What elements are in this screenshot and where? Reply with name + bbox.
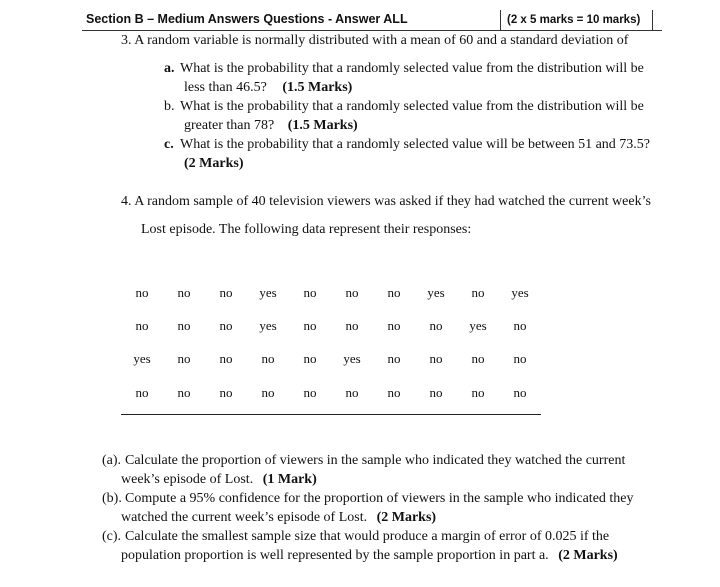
response-cell: no [177,351,191,366]
response-cell: no [303,351,317,366]
response-cell: yes [427,285,445,300]
response-cell: no [303,285,317,300]
q4b-text: watched the current week’s episode of Lost. [121,510,368,525]
q4b-line2 [121,510,436,526]
response-cell: no [219,285,233,300]
marks-allocation: (2 x 5 marks = 10 marks) [500,10,653,30]
q3c-label: c. [164,137,174,152]
response-cell: yes [511,285,529,300]
response-cell: no [513,385,527,400]
q3b-line1: What is the probability that a randomly selected value from the distribution will be [180,99,644,114]
q3b-marks: (1.5 Marks) [287,118,358,133]
response-cell: no [387,385,401,400]
response-cell: no [135,385,149,400]
q4c-line1: Calculate the smallest sample size that would produce a margin of error of 0.025 if the [125,529,610,544]
response-cell: no [471,385,485,400]
response-cell: no [219,385,233,400]
response-cell: no [429,385,443,400]
q4a-label: (a). [102,453,122,468]
q4a-line1: Calculate the proportion of viewers in the sample who indicated they watched the current [125,453,626,468]
q3a-line2 [184,80,352,96]
q3a-line1: What is the probability that a randomly selected value from the distribution will be [180,61,644,76]
response-cell: yes [259,285,277,300]
q4-line2: Lost episode. The following data represent their responses: [141,222,472,237]
response-cell: no [261,385,275,400]
q4c-marks: (2 Marks) [558,548,618,563]
response-cell: no [471,351,485,366]
q4a-marks: (1 Mark) [262,472,317,487]
section-title: Section B – Medium Answers Questions - Answer ALL [86,12,408,26]
response-cell: no [177,318,191,333]
response-cell: no [219,318,233,333]
response-cell: yes [133,351,151,366]
response-cell: no [513,318,527,333]
response-cell: no [345,285,359,300]
q3b-text: greater than 78? [184,118,275,133]
q4c-text: population proportion is well represented by the sample proportion in part a. [121,548,549,563]
response-cell: no [429,318,443,333]
q4c-label: (c). [102,529,122,544]
response-cell: no [177,285,191,300]
q3a-label: a. [164,61,175,76]
q4a-text: week’s episode of Lost. [121,472,254,487]
q4a-line2 [121,472,317,488]
response-cell: no [345,318,359,333]
q4b-marks: (2 Marks) [376,510,437,525]
response-cell: no [303,318,317,333]
response-cell: no [513,351,527,366]
response-cell: no [177,385,191,400]
response-cell: yes [469,318,487,333]
response-cell: no [219,351,233,366]
q4c-line2 [121,548,618,564]
response-cell: no [387,351,401,366]
q4-line1: 4. A random sample of 40 television viewers was asked if they had watched the current week’s [121,194,651,209]
response-cell: no [387,285,401,300]
response-cell: no [429,351,443,366]
response-cell: yes [343,351,361,366]
q3c-marks: (2 Marks) [184,156,244,171]
q3c-line1: What is the probability that a randomly selected value will be between 51 and 73.5? [180,137,651,152]
q3-stem: 3. A random variable is normally distributed with a mean of 60 and a standard deviation of [121,33,629,48]
q3a-marks: (1.5 Marks) [282,80,353,95]
response-cell: no [387,318,401,333]
q4b-label: (b). [102,491,122,506]
response-cell: no [135,318,149,333]
response-cell: yes [259,318,277,333]
q4b-line1: Compute a 95% confidence for the proportion of viewers in the sample who indicated they [125,491,634,506]
response-cell: no [261,351,275,366]
q3b-label: b. [164,99,175,114]
q3a-text: less than 46.5? [184,80,267,95]
table-rule [121,414,541,415]
response-cell: no [345,385,359,400]
q3b-line2 [184,118,358,134]
response-cell: no [471,285,485,300]
response-cell: no [303,385,317,400]
response-cell: no [135,285,149,300]
